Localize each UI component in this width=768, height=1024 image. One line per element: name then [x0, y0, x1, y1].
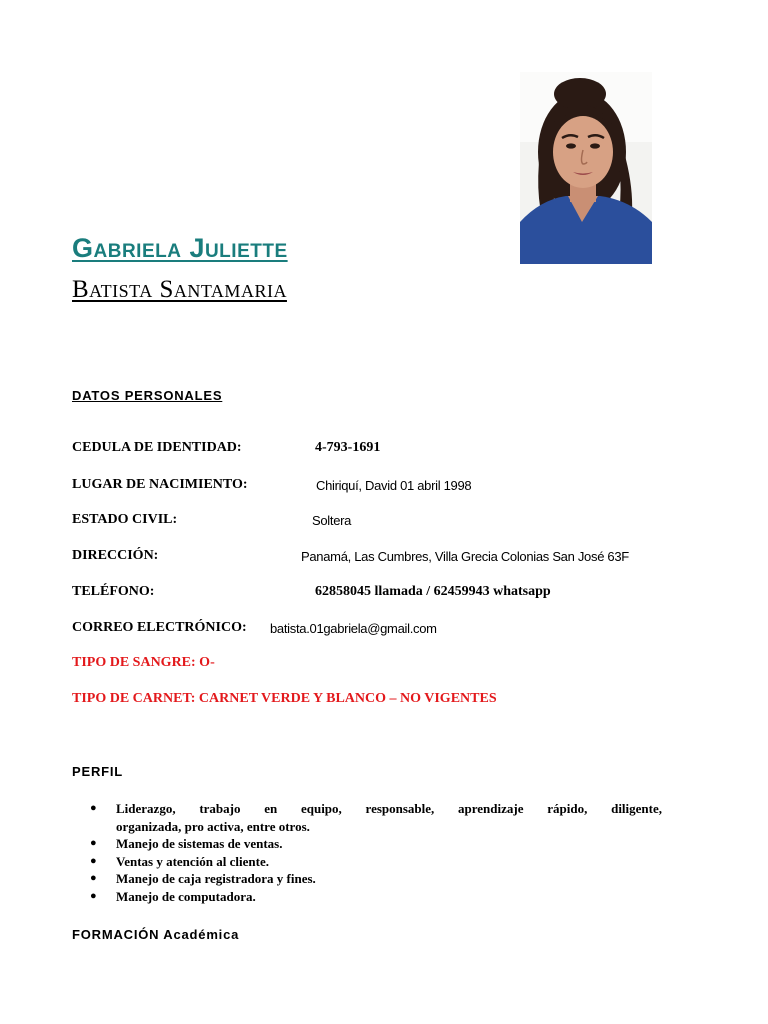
formacion-title-rest: Académica	[163, 927, 240, 942]
portrait-image	[520, 72, 652, 264]
label-direccion: DIRECCIÓN:	[72, 548, 159, 563]
list-item	[90, 853, 662, 871]
label-estado-civil: ESTADO CIVIL:	[72, 512, 178, 527]
profile-photo	[520, 72, 652, 264]
first-name-heading: Gabriela Juliette	[72, 233, 288, 263]
formacion-title-caps: FORMACIÓN	[72, 927, 160, 942]
value-correo: batista.01gabriela@gmail.com	[270, 621, 437, 636]
bullet-icon: ●	[90, 837, 97, 849]
bullet-icon: ●	[90, 889, 97, 902]
section-title-perfil: PERFIL	[72, 764, 124, 779]
list-item	[90, 870, 662, 888]
list-item	[90, 835, 662, 853]
value-estado-civil: Soltera	[312, 513, 352, 528]
list-item	[90, 888, 662, 906]
label-lugar-nacimiento: LUGAR DE NACIMIENTO:	[72, 477, 248, 492]
label-cedula: CEDULA DE IDENTIDAD:	[72, 440, 242, 455]
list-item-text: Liderazgo, trabajo en equipo, responsable, aprendizaje rápido, diligente,	[116, 801, 662, 816]
section-title-datos-personales: DATOS PERSONALES	[72, 388, 223, 403]
blood-type-line: TIPO DE SANGRE: O-	[72, 655, 215, 670]
list-item-text: Manejo de computadora.	[116, 888, 256, 904]
value-direccion: Panamá, Las Cumbres, Villa Grecia Colonias San José 63F	[301, 549, 629, 564]
bullet-icon: ●	[90, 872, 97, 884]
label-correo: CORREO ELECTRÓNICO:	[72, 620, 247, 635]
label-telefono: TELÉFONO:	[72, 584, 155, 599]
list-item-text: Manejo de caja registradora y fines.	[116, 871, 316, 886]
value-telefono: 62858045 llamada / 62459943 whatsapp	[315, 584, 551, 599]
perfil-list	[90, 800, 662, 905]
list-item-text: Manejo de sistemas de ventas.	[116, 836, 283, 851]
license-type-line: TIPO DE CARNET: CARNET VERDE Y BLANCO – NO VIGENTES	[72, 691, 497, 706]
section-title-formacion	[72, 927, 239, 942]
bullet-icon: ●	[90, 802, 97, 814]
value-cedula: 4-793-1691	[315, 440, 381, 455]
list-item-text-continued: organizada, pro activa, entre otros.	[116, 818, 310, 834]
bullet-icon: ●	[90, 854, 97, 867]
last-name-heading: Batista Santamaria	[72, 276, 287, 303]
list-item-text: Ventas y atención al cliente.	[116, 853, 269, 869]
value-lugar-nacimiento: Chiriquí, David 01 abril 1998	[316, 478, 472, 493]
list-item	[90, 800, 662, 835]
